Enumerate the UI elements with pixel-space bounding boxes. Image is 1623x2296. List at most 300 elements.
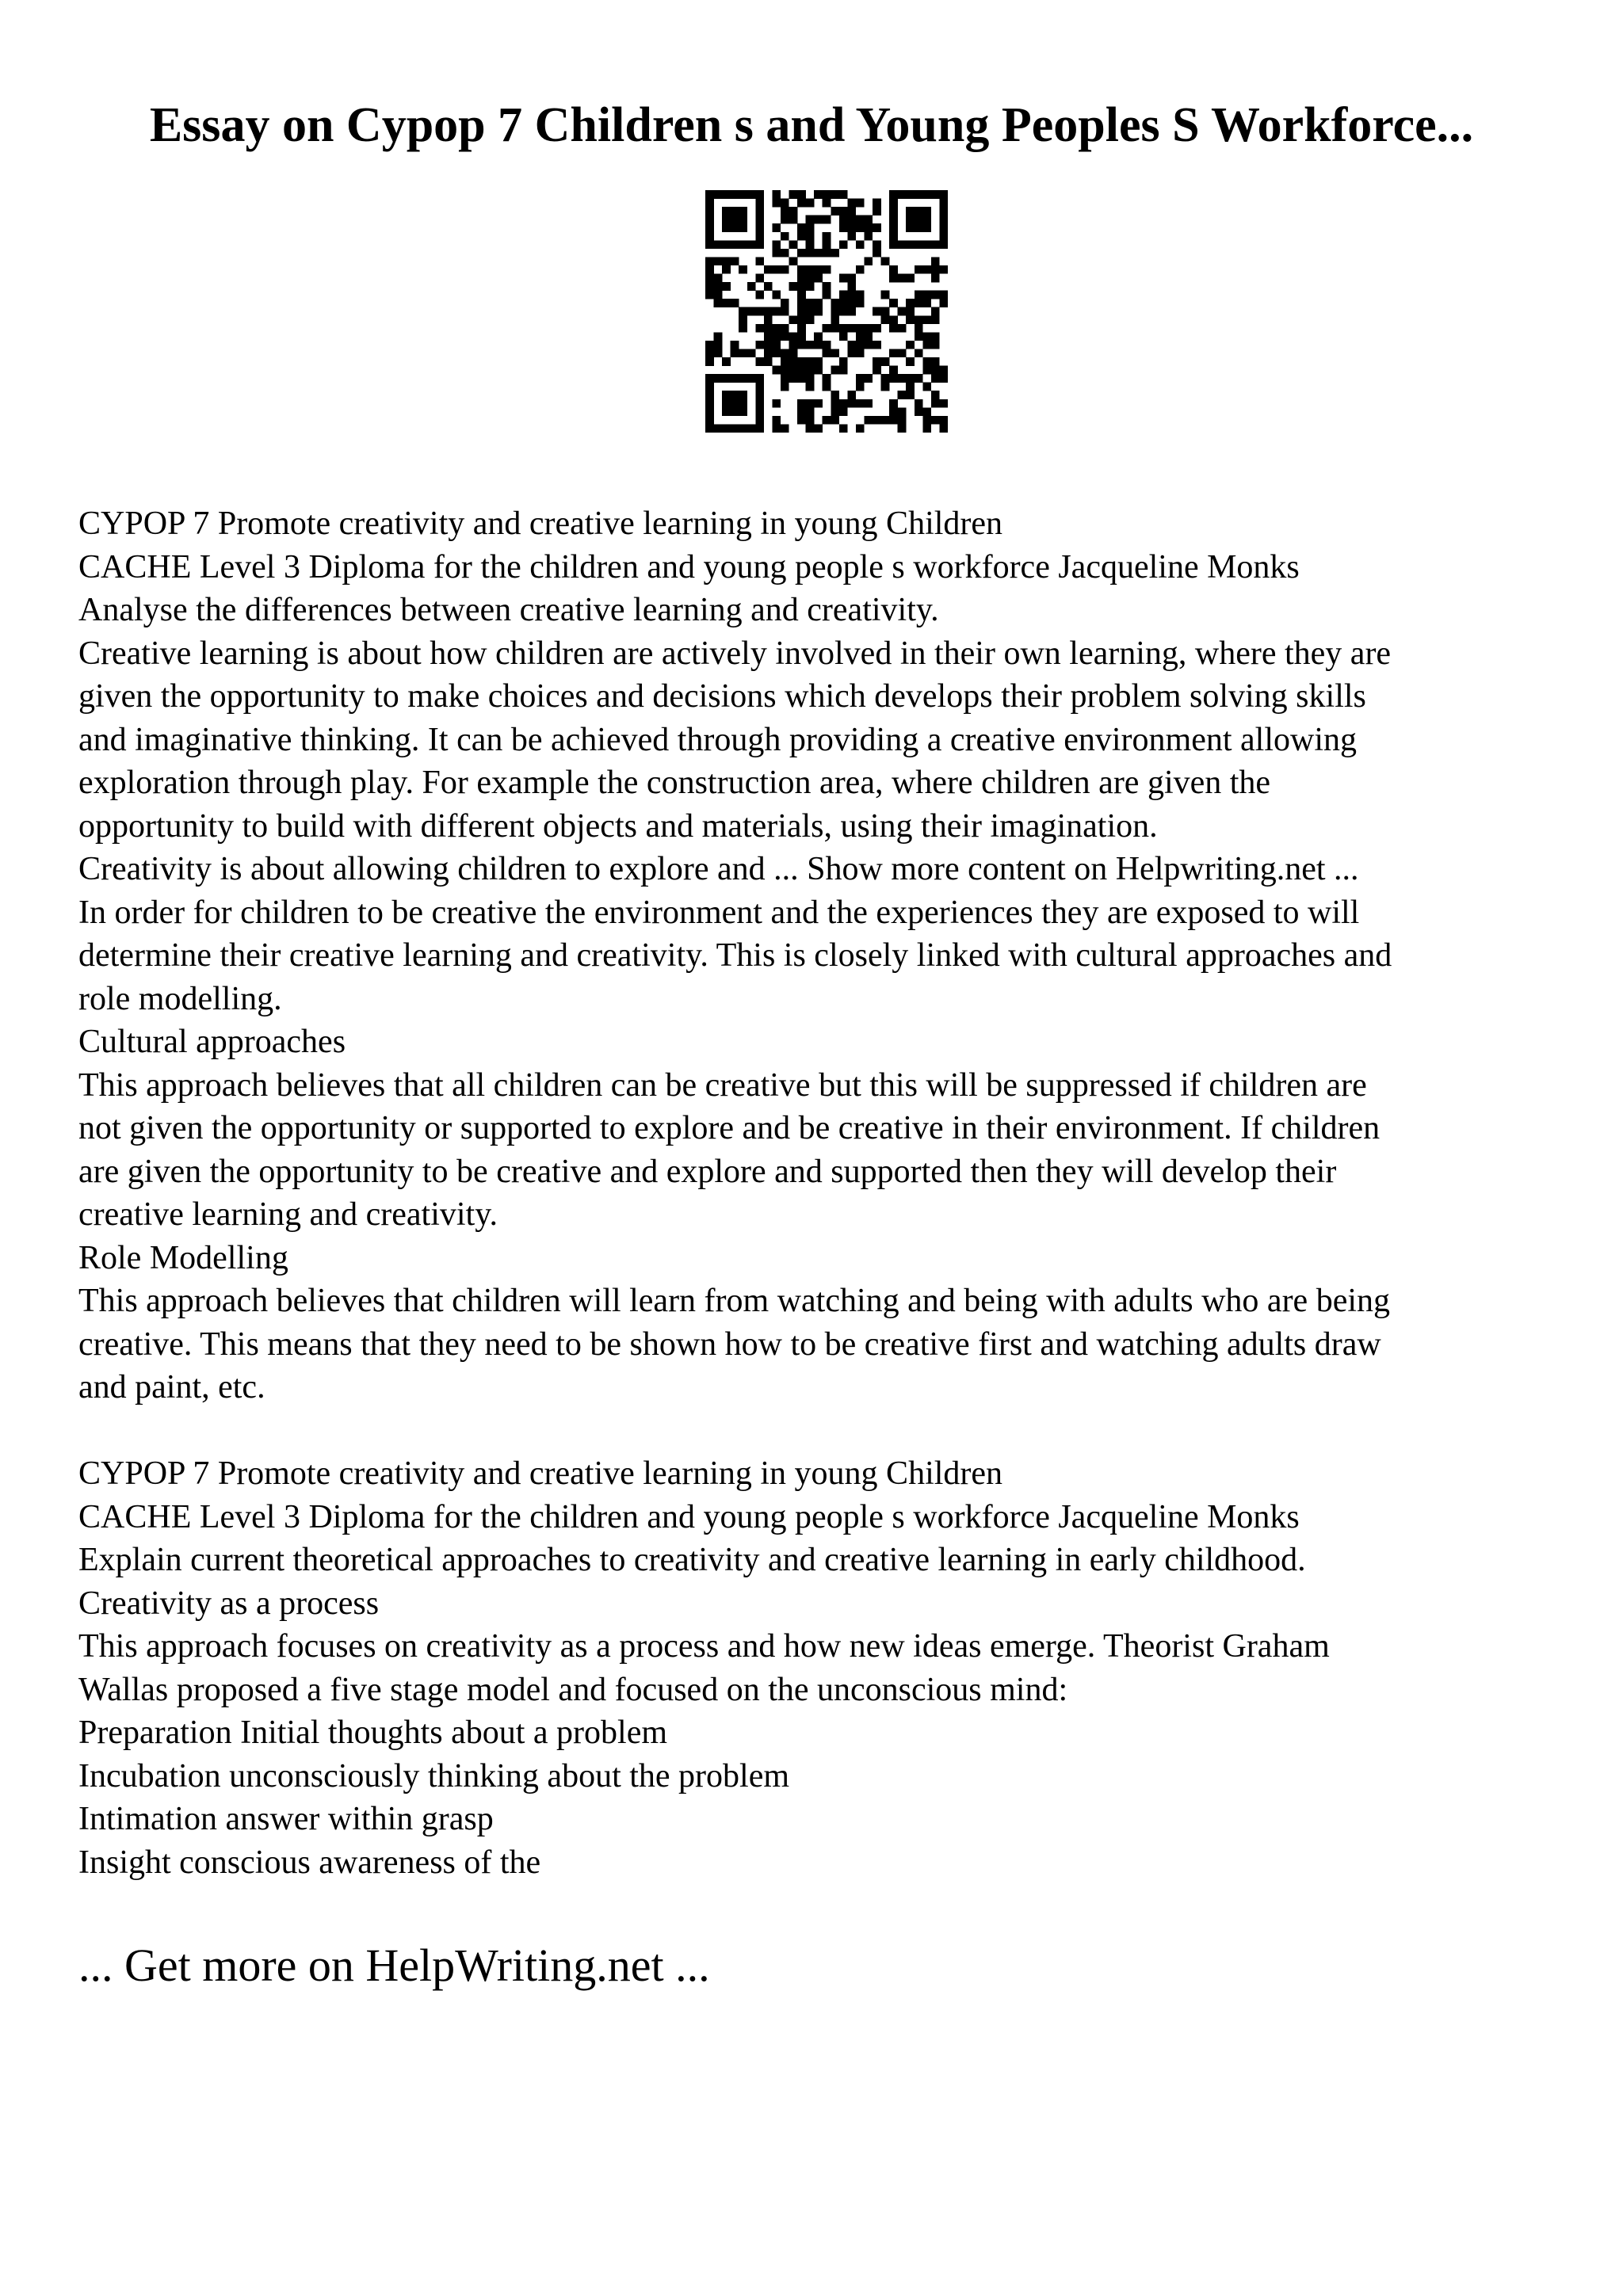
qr-module bbox=[731, 223, 739, 232]
qr-module bbox=[806, 274, 815, 283]
qr-module bbox=[764, 282, 773, 291]
qr-module bbox=[755, 374, 764, 383]
qr-module bbox=[898, 349, 907, 357]
qr-module bbox=[939, 199, 948, 208]
qr-module bbox=[797, 274, 806, 283]
qr-module bbox=[831, 299, 839, 307]
section-heading: Role Modelling bbox=[78, 1239, 288, 1276]
qr-module bbox=[915, 215, 923, 224]
qr-module bbox=[781, 366, 789, 375]
qr-module bbox=[889, 265, 898, 274]
qr-module bbox=[915, 374, 923, 383]
qr-module bbox=[864, 332, 873, 341]
qr-module bbox=[831, 307, 839, 316]
qr-module bbox=[705, 424, 714, 433]
qr-module bbox=[739, 399, 747, 408]
qr-module bbox=[714, 341, 723, 349]
qr-module bbox=[939, 232, 948, 241]
qr-module bbox=[814, 299, 823, 307]
qr-module bbox=[839, 357, 848, 366]
qr-module bbox=[906, 215, 915, 224]
qr-module bbox=[806, 299, 815, 307]
qr-module bbox=[889, 199, 898, 208]
document-title: Essay on Cypop 7 Children s and Young Peoples S Workforce... bbox=[149, 98, 1474, 152]
qr-module bbox=[789, 349, 798, 357]
qr-module bbox=[731, 349, 739, 357]
qr-module bbox=[931, 416, 940, 425]
qr-module bbox=[922, 265, 931, 274]
qr-module bbox=[705, 190, 714, 199]
qr-module bbox=[705, 374, 714, 383]
qr-module bbox=[705, 341, 714, 349]
qr-module bbox=[731, 207, 739, 215]
qr-module bbox=[789, 215, 798, 224]
qr-module bbox=[906, 374, 915, 383]
qr-module bbox=[781, 374, 789, 383]
qr-module bbox=[731, 424, 739, 433]
qr-module bbox=[939, 374, 948, 383]
text-line: Incubation unconsciously thinking about the problem bbox=[78, 1757, 790, 1794]
qr-module bbox=[764, 349, 773, 357]
qr-module bbox=[714, 257, 723, 265]
qr-module bbox=[714, 424, 723, 433]
qr-module bbox=[831, 324, 839, 333]
text-line: CACHE Level 3 Diploma for the children and young people s workforce Jacqueline Monks bbox=[78, 548, 1300, 585]
qr-module bbox=[847, 391, 856, 399]
get-more-link[interactable]: ... Get more on HelpWriting.net ... bbox=[78, 1939, 710, 1991]
qr-module bbox=[898, 374, 907, 383]
qr-module bbox=[747, 349, 756, 357]
qr-module bbox=[806, 240, 815, 249]
qr-module bbox=[898, 407, 907, 416]
qr-module bbox=[814, 357, 823, 366]
qr-module bbox=[839, 307, 848, 316]
qr-module bbox=[806, 249, 815, 257]
qr-module bbox=[915, 207, 923, 215]
qr-module bbox=[847, 223, 856, 232]
qr-module bbox=[739, 315, 747, 324]
qr-module bbox=[939, 299, 948, 307]
qr-module bbox=[722, 257, 731, 265]
text-line: In order for children to be creative the environment and the experiences they are exposed to will bbox=[78, 894, 1360, 931]
qr-module bbox=[889, 240, 898, 249]
qr-module bbox=[739, 424, 747, 433]
qr-module bbox=[906, 299, 915, 307]
qr-module bbox=[873, 341, 881, 349]
qr-module bbox=[889, 407, 898, 416]
text-line: opportunity to build with different objects and materials, using their imagination. bbox=[78, 807, 1158, 845]
qr-module bbox=[814, 307, 823, 316]
qr-module bbox=[839, 240, 848, 249]
text-line: Creativity is about allowing children to explore and ... Show more content on Helpwriting.net ... bbox=[78, 851, 1359, 887]
qr-module bbox=[931, 257, 940, 265]
qr-module bbox=[747, 190, 756, 199]
qr-module bbox=[839, 366, 848, 375]
qr-module bbox=[772, 307, 781, 316]
qr-module bbox=[881, 357, 890, 366]
qr-module bbox=[714, 190, 723, 199]
qr-module bbox=[755, 291, 764, 299]
qr-module bbox=[806, 265, 815, 274]
qr-module bbox=[739, 307, 747, 316]
qr-module bbox=[931, 274, 940, 283]
qr-module bbox=[722, 407, 731, 416]
qr-module bbox=[915, 399, 923, 408]
qr-module bbox=[806, 424, 815, 433]
qr-module bbox=[864, 324, 873, 333]
qr-module bbox=[797, 332, 806, 341]
qr-module bbox=[722, 399, 731, 408]
qr-module bbox=[781, 215, 789, 224]
qr-module bbox=[781, 332, 789, 341]
qr-module bbox=[764, 307, 773, 316]
qr-module bbox=[789, 315, 798, 324]
qr-module bbox=[722, 282, 731, 291]
qr-module bbox=[755, 307, 764, 316]
qr-module bbox=[915, 332, 923, 341]
qr-module bbox=[814, 249, 823, 257]
qr-module bbox=[847, 341, 856, 349]
qr-module bbox=[922, 190, 931, 199]
essay-body bbox=[78, 502, 1584, 1884]
qr-module bbox=[847, 291, 856, 299]
qr-module bbox=[731, 399, 739, 408]
qr-module bbox=[889, 223, 898, 232]
qr-module bbox=[939, 240, 948, 249]
qr-module bbox=[806, 307, 815, 316]
qr-module bbox=[931, 291, 940, 299]
qr-module bbox=[873, 240, 881, 249]
qr-module bbox=[797, 315, 806, 324]
qr-module bbox=[806, 341, 815, 349]
qr-module bbox=[739, 324, 747, 333]
qr-module bbox=[831, 190, 839, 199]
qr-module bbox=[847, 324, 856, 333]
qr-module bbox=[722, 265, 731, 274]
qr-module bbox=[789, 257, 798, 265]
qr-module bbox=[714, 291, 723, 299]
qr-module bbox=[772, 341, 781, 349]
qr-module bbox=[705, 407, 714, 416]
qr-module bbox=[714, 332, 723, 341]
qr-module bbox=[722, 374, 731, 383]
qr-module bbox=[755, 407, 764, 416]
qr-module bbox=[898, 240, 907, 249]
qr-module bbox=[806, 315, 815, 324]
qr-module bbox=[789, 366, 798, 375]
qr-module bbox=[722, 223, 731, 232]
qr-module bbox=[931, 307, 940, 316]
qr-module bbox=[939, 399, 948, 408]
qr-module bbox=[839, 190, 848, 199]
qr-module bbox=[939, 416, 948, 425]
qr-module bbox=[755, 324, 764, 333]
qr-module bbox=[922, 424, 931, 433]
qr-module bbox=[714, 299, 723, 307]
qr-module bbox=[823, 349, 831, 357]
qr-module bbox=[931, 240, 940, 249]
qr-module bbox=[931, 332, 940, 341]
qr-module bbox=[839, 332, 848, 341]
qr-module bbox=[881, 383, 890, 391]
qr-module bbox=[772, 190, 781, 199]
qr-module bbox=[939, 291, 948, 299]
qr-module bbox=[856, 291, 865, 299]
qr-module bbox=[781, 299, 789, 307]
qr-code-icon[interactable] bbox=[705, 190, 948, 433]
qr-module bbox=[922, 366, 931, 375]
qr-module bbox=[772, 324, 781, 333]
qr-module bbox=[889, 274, 898, 283]
qr-module bbox=[831, 407, 839, 416]
text-line: Analyse the differences between creative learning and creativity. bbox=[78, 592, 939, 628]
qr-module bbox=[764, 315, 773, 324]
qr-module bbox=[823, 199, 831, 208]
qr-module bbox=[823, 249, 831, 257]
text-line: CACHE Level 3 Diploma for the children and young people s workforce Jacqueline Monks bbox=[78, 1498, 1300, 1535]
qr-module bbox=[873, 357, 881, 366]
qr-module bbox=[739, 240, 747, 249]
qr-module bbox=[789, 282, 798, 291]
qr-module bbox=[939, 424, 948, 433]
qr-module bbox=[747, 240, 756, 249]
qr-module bbox=[797, 366, 806, 375]
text-line: Intimation answer within grasp bbox=[78, 1801, 494, 1837]
qr-module bbox=[823, 291, 831, 299]
qr-module bbox=[722, 207, 731, 215]
qr-module bbox=[839, 399, 848, 408]
text-line: creative. This means that they need to be shown how to be creative first and watching adults draw bbox=[78, 1325, 1381, 1363]
qr-module bbox=[889, 324, 898, 333]
qr-module bbox=[823, 374, 831, 383]
qr-module bbox=[705, 240, 714, 249]
qr-module bbox=[789, 240, 798, 249]
qr-module bbox=[873, 324, 881, 333]
qr-module bbox=[856, 299, 865, 307]
qr-module bbox=[831, 249, 839, 257]
text-line: CYPOP 7 Promote creativity and creative learning in young Children bbox=[78, 505, 1003, 542]
text-line: exploration through play. For example the construction area, where children are given the bbox=[78, 765, 1271, 801]
qr-module bbox=[781, 207, 789, 215]
qr-module bbox=[856, 349, 865, 357]
qr-module bbox=[898, 391, 907, 399]
qr-module bbox=[922, 207, 931, 215]
qr-module bbox=[823, 215, 831, 224]
qr-module bbox=[722, 357, 731, 366]
qr-module bbox=[939, 223, 948, 232]
qr-module bbox=[889, 374, 898, 383]
qr-module bbox=[847, 349, 856, 357]
qr-module bbox=[823, 416, 831, 425]
qr-module bbox=[772, 332, 781, 341]
qr-module bbox=[889, 207, 898, 215]
text-line: determine their creative learning and creativity. This is closely linked with cultural approaches and bbox=[78, 937, 1392, 974]
qr-module bbox=[755, 341, 764, 349]
qr-module bbox=[864, 232, 873, 241]
qr-module bbox=[939, 215, 948, 224]
qr-module bbox=[864, 341, 873, 349]
qr-module bbox=[814, 399, 823, 408]
essay-section-1 bbox=[78, 502, 1584, 1409]
qr-module bbox=[922, 315, 931, 324]
qr-module bbox=[889, 399, 898, 408]
qr-module bbox=[931, 265, 940, 274]
qr-module bbox=[755, 391, 764, 399]
qr-module bbox=[714, 240, 723, 249]
qr-module bbox=[722, 391, 731, 399]
text-line: creative learning and creativity. bbox=[78, 1196, 498, 1233]
qr-module bbox=[881, 374, 890, 383]
qr-module bbox=[806, 366, 815, 375]
qr-module bbox=[797, 399, 806, 408]
qr-module bbox=[915, 299, 923, 307]
qr-module bbox=[705, 282, 714, 291]
text-line: and paint, etc. bbox=[78, 1369, 265, 1405]
qr-module bbox=[931, 190, 940, 199]
qr-module bbox=[772, 349, 781, 357]
qr-module bbox=[856, 215, 865, 224]
qr-module bbox=[739, 223, 747, 232]
qr-module bbox=[931, 374, 940, 383]
qr-module bbox=[764, 332, 773, 341]
qr-module bbox=[915, 349, 923, 357]
qr-module bbox=[705, 291, 714, 299]
qr-module bbox=[847, 215, 856, 224]
qr-module bbox=[881, 416, 890, 425]
qr-module bbox=[772, 240, 781, 249]
qr-module bbox=[714, 274, 723, 283]
qr-module bbox=[873, 199, 881, 208]
qr-module bbox=[705, 257, 714, 265]
qr-module bbox=[755, 416, 764, 425]
qr-module bbox=[714, 349, 723, 357]
qr-module bbox=[939, 366, 948, 375]
qr-module bbox=[922, 291, 931, 299]
qr-module bbox=[814, 332, 823, 341]
qr-module bbox=[705, 265, 714, 274]
qr-module bbox=[915, 315, 923, 324]
qr-module bbox=[864, 223, 873, 232]
qr-module bbox=[831, 315, 839, 324]
section-heading: Creativity as a process bbox=[78, 1585, 380, 1622]
qr-module bbox=[747, 374, 756, 383]
qr-module bbox=[931, 357, 940, 366]
qr-module bbox=[831, 399, 839, 408]
qr-module bbox=[856, 223, 865, 232]
qr-module bbox=[772, 199, 781, 208]
qr-module bbox=[881, 307, 890, 316]
qr-module bbox=[814, 215, 823, 224]
text-line: Creative learning is about how children are actively involved in their own learning, where they are bbox=[78, 635, 1392, 672]
qr-module bbox=[705, 232, 714, 241]
qr-module bbox=[755, 223, 764, 232]
qr-module bbox=[755, 190, 764, 199]
qr-module bbox=[847, 274, 856, 283]
qr-module bbox=[889, 416, 898, 425]
qr-module bbox=[764, 357, 773, 366]
text-line: This approach believes that children will learn from watching and being with adults who are being bbox=[78, 1283, 1391, 1319]
qr-module bbox=[839, 299, 848, 307]
qr-module bbox=[915, 407, 923, 416]
qr-module bbox=[873, 416, 881, 425]
qr-module bbox=[839, 324, 848, 333]
qr-module bbox=[839, 291, 848, 299]
qr-module bbox=[922, 332, 931, 341]
qr-module bbox=[831, 366, 839, 375]
qr-module bbox=[931, 341, 940, 349]
qr-module bbox=[939, 207, 948, 215]
qr-module bbox=[797, 265, 806, 274]
qr-module bbox=[797, 199, 806, 208]
qr-module bbox=[731, 407, 739, 416]
qr-module bbox=[755, 399, 764, 408]
qr-module bbox=[739, 265, 747, 274]
qr-module bbox=[889, 299, 898, 307]
qr-module bbox=[739, 391, 747, 399]
qr-module bbox=[823, 324, 831, 333]
qr-module bbox=[856, 240, 865, 249]
qr-module bbox=[705, 215, 714, 224]
qr-module bbox=[781, 232, 789, 241]
qr-module bbox=[889, 190, 898, 199]
qr-module bbox=[731, 299, 739, 307]
qr-module bbox=[755, 383, 764, 391]
qr-module bbox=[789, 357, 798, 366]
qr-module bbox=[823, 240, 831, 249]
qr-module bbox=[873, 207, 881, 215]
qr-module bbox=[797, 223, 806, 232]
qr-module bbox=[755, 357, 764, 366]
qr-module bbox=[839, 223, 848, 232]
text-line: This approach believes that all children can be creative but this will be suppressed if children are bbox=[78, 1066, 1367, 1104]
qr-module bbox=[831, 416, 839, 425]
qr-module bbox=[856, 332, 865, 341]
qr-module bbox=[847, 232, 856, 241]
text-line: This approach focuses on creativity as a process and how new ideas emerge. Theorist Graham bbox=[78, 1628, 1330, 1665]
qr-module bbox=[906, 315, 915, 324]
qr-module bbox=[881, 291, 890, 299]
qr-module bbox=[814, 366, 823, 375]
qr-module bbox=[839, 274, 848, 283]
qr-module bbox=[831, 349, 839, 357]
qr-module bbox=[755, 257, 764, 265]
qr-module bbox=[806, 407, 815, 416]
qr-module bbox=[873, 366, 881, 375]
qr-module bbox=[772, 416, 781, 425]
qr-module bbox=[739, 349, 747, 357]
text-line: given the opportunity to make choices and decisions which develops their problem solving skills bbox=[78, 678, 1366, 715]
qr-module bbox=[789, 374, 798, 383]
qr-module bbox=[847, 307, 856, 316]
qr-module bbox=[772, 291, 781, 299]
qr-module bbox=[906, 391, 915, 399]
qr-module bbox=[747, 424, 756, 433]
qr-module bbox=[806, 416, 815, 425]
qr-module bbox=[739, 207, 747, 215]
qr-module bbox=[714, 282, 723, 291]
qr-module bbox=[705, 399, 714, 408]
paragraph-gap bbox=[78, 1409, 1584, 1453]
qr-module bbox=[731, 240, 739, 249]
text-line: and imaginative thinking. It can be achieved through providing a creative environment allowing bbox=[78, 721, 1358, 758]
qr-module bbox=[789, 190, 798, 199]
qr-module bbox=[939, 265, 948, 274]
qr-module bbox=[889, 215, 898, 224]
qr-module bbox=[922, 416, 931, 425]
qr-module bbox=[873, 249, 881, 257]
qr-module bbox=[705, 416, 714, 425]
qr-module bbox=[747, 307, 756, 316]
